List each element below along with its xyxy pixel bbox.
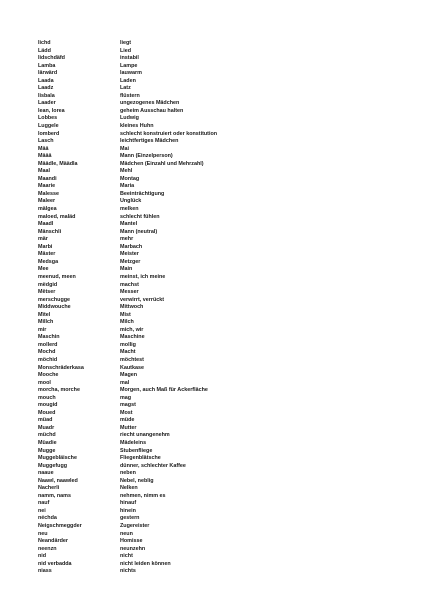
german-translation: Metzger	[120, 258, 141, 265]
german-translation: kleines Huhn	[120, 123, 154, 130]
dialect-term: Laader	[38, 100, 56, 107]
german-translation: neun	[120, 530, 133, 537]
dialect-term: nauf	[38, 500, 50, 507]
dialect-term: Neandärder	[38, 538, 68, 545]
table-row	[38, 546, 398, 554]
glossary-table	[38, 40, 398, 576]
dialect-term: Maandi	[38, 175, 57, 182]
dialect-term: Muggebläische	[38, 455, 77, 462]
table-row	[38, 372, 398, 380]
table-row	[38, 115, 398, 123]
table-row	[38, 561, 398, 569]
dialect-term: niass	[38, 568, 52, 575]
german-translation: Mantel	[120, 221, 138, 228]
german-translation: Meister	[120, 251, 139, 258]
german-translation: mag	[120, 394, 132, 401]
german-translation: Homisse	[120, 538, 143, 545]
dialect-term: neenzn	[38, 545, 57, 552]
german-translation: Mädchen (Einzahl und Mehrzahl)	[120, 160, 204, 167]
dialect-term: merschugge	[38, 296, 71, 303]
dialect-term: Määä	[38, 153, 52, 160]
dialect-term: Maarie	[38, 183, 56, 190]
dialect-term: lean, lorea	[38, 107, 65, 114]
table-row	[38, 168, 398, 176]
german-translation: nicht	[120, 553, 133, 560]
german-translation: Maria	[120, 183, 135, 190]
dialect-term: neu	[38, 530, 48, 537]
table-row	[38, 206, 398, 214]
table-row	[38, 349, 398, 357]
dialect-term: Mäster	[38, 251, 56, 258]
german-translation: Unglück	[120, 198, 142, 205]
table-row	[38, 402, 398, 410]
dialect-term: namm, nams	[38, 492, 71, 499]
table-row	[38, 304, 398, 312]
dialect-term: lichd	[38, 40, 51, 46]
dialect-term: Mïtel	[38, 311, 51, 318]
table-row	[38, 478, 398, 486]
german-translation: mich, wir	[120, 326, 144, 333]
table-row	[38, 63, 398, 71]
table-row	[38, 387, 398, 395]
dialect-term: Nacherli	[38, 485, 60, 492]
dialect-term: möchid	[38, 356, 58, 363]
german-translation: machst	[120, 281, 139, 288]
dialect-term: Määdle, Määdla	[38, 160, 78, 167]
dialect-term: néchda	[38, 515, 57, 522]
german-translation: nehmen, nimm es	[120, 492, 166, 499]
dialect-term: Lamba	[38, 62, 56, 69]
table-row	[38, 508, 398, 516]
dialect-term: Laada	[38, 77, 54, 84]
german-translation: gestern	[120, 515, 140, 522]
dialect-term: Luggele	[38, 123, 59, 130]
table-row	[38, 78, 398, 86]
table-row	[38, 138, 398, 146]
table-row	[38, 55, 398, 63]
dialect-term: Medsga	[38, 258, 59, 265]
dialect-term: Maadl	[38, 221, 54, 228]
german-translation: verwirrt, verrückt	[120, 296, 165, 303]
dialect-term: Lasch	[38, 138, 54, 145]
table-row	[38, 131, 398, 139]
table-row	[38, 455, 398, 463]
german-translation: Mutter	[120, 424, 137, 431]
german-translation: möchtest	[120, 356, 144, 363]
table-row	[38, 259, 398, 267]
german-translation: Montag	[120, 175, 140, 182]
dialect-term: Lädd	[38, 47, 51, 54]
table-row	[38, 485, 398, 493]
german-translation: meinst, ich meine	[120, 273, 166, 280]
german-translation: Nebel, neblig	[120, 477, 154, 484]
german-translation: Kautkase	[120, 364, 144, 371]
table-row	[38, 153, 398, 161]
dialect-term: maloed, maläd	[38, 213, 76, 220]
table-row	[38, 274, 398, 282]
table-row	[38, 93, 398, 101]
german-translation: Ludwig	[120, 115, 139, 122]
german-translation: Mann (neutral)	[120, 228, 158, 235]
table-row	[38, 327, 398, 335]
dialect-term: Marbi	[38, 243, 53, 250]
table-row	[38, 161, 398, 169]
german-translation: magst	[120, 402, 136, 409]
german-translation: Mann (Einzelperson)	[120, 153, 173, 160]
table-row	[38, 221, 398, 229]
table-row	[38, 357, 398, 365]
german-translation: neben	[120, 470, 136, 477]
german-translation: Stubenfliege	[120, 447, 153, 454]
german-translation: flüstern	[120, 92, 140, 99]
table-row	[38, 538, 398, 546]
dialect-term: Malesse	[38, 190, 59, 197]
german-translation: nicht leiden können	[120, 560, 171, 567]
table-row	[38, 266, 398, 274]
table-row	[38, 417, 398, 425]
dialect-term: mir	[38, 326, 47, 333]
dialect-term: Müadie	[38, 439, 57, 446]
table-row	[38, 365, 398, 373]
dialect-term: müchd	[38, 432, 56, 439]
table-row	[38, 515, 398, 523]
dialect-term: Maschin	[38, 334, 60, 341]
german-translation: neunzehn	[120, 545, 146, 552]
dialect-term: lidschdäfd	[38, 55, 65, 62]
dialect-term: nid	[38, 553, 47, 560]
dialect-term: naaue	[38, 470, 54, 477]
table-row	[38, 440, 398, 448]
dialect-term: mouch	[38, 394, 56, 401]
dialect-term: Middwouche	[38, 304, 71, 311]
german-translation: schlecht konstruiert oder konstitution	[120, 130, 218, 137]
table-row	[38, 432, 398, 440]
dialect-term: morcha, morche	[38, 387, 80, 394]
german-translation: Mehl	[120, 168, 133, 175]
german-translation: Marbach	[120, 243, 143, 250]
german-translation: melken	[120, 206, 139, 213]
german-translation: instabil	[120, 55, 139, 62]
german-translation: dünner, schlechter Kaffee	[120, 462, 186, 469]
table-row	[38, 183, 398, 191]
dialect-term: Mugge	[38, 447, 56, 454]
german-translation: Mittwoch	[120, 304, 144, 311]
table-row	[38, 40, 398, 48]
dialect-term: Monschräderkasa	[38, 364, 84, 371]
dialect-term: lomberd	[38, 130, 60, 137]
table-row	[38, 48, 398, 56]
table-row	[38, 191, 398, 199]
german-translation: Mist	[120, 311, 131, 318]
dialect-term: lisbala	[38, 92, 55, 99]
table-row	[38, 108, 398, 116]
dialect-term: Mëtser	[38, 289, 56, 296]
dialect-term: mollerd	[38, 341, 58, 348]
german-translation: schlecht fühlen	[120, 213, 160, 220]
table-row	[38, 470, 398, 478]
dialect-term: lärwärd	[38, 70, 58, 77]
german-translation: Maschine	[120, 334, 145, 341]
german-translation: ungezogenes Mädchen	[120, 100, 180, 107]
table-row	[38, 289, 398, 297]
table-row	[38, 334, 398, 342]
german-translation: Morgen, auch Maß für Ackerfläche	[120, 387, 208, 394]
german-translation: Magen	[120, 372, 138, 379]
dialect-term: Moued	[38, 409, 56, 416]
german-translation: Macht	[120, 349, 136, 356]
dialect-term: Muadr	[38, 424, 55, 431]
dialect-term: müad	[38, 417, 53, 424]
german-translation: Most	[120, 409, 133, 416]
dialect-term: Mochd	[38, 349, 56, 356]
dialect-term: Mee	[38, 266, 49, 273]
german-translation: mollig	[120, 341, 136, 348]
german-translation: Mädeleins	[120, 439, 147, 446]
german-translation: nichts	[120, 568, 136, 575]
table-row	[38, 312, 398, 320]
table-row	[38, 568, 398, 576]
dialect-term: Mää	[38, 145, 49, 152]
table-row	[38, 500, 398, 508]
table-row	[38, 123, 398, 131]
table-row	[38, 342, 398, 350]
table-row	[38, 448, 398, 456]
german-translation: mehr	[120, 236, 134, 243]
table-row	[38, 297, 398, 305]
german-translation: mal	[120, 379, 130, 386]
dialect-term: Muggefugg	[38, 462, 68, 469]
german-translation: riecht unangenehm	[120, 432, 170, 439]
table-row	[38, 410, 398, 418]
table-row	[38, 425, 398, 433]
german-translation: Zugereister	[120, 523, 150, 529]
dialect-term: mool	[38, 379, 51, 386]
dialect-term: nei	[38, 507, 46, 514]
german-translation: Lied	[120, 47, 132, 54]
table-row	[38, 100, 398, 108]
german-translation: Fliegenblätsche	[120, 455, 161, 462]
dialect-term: Lobbes	[38, 115, 58, 122]
table-row	[38, 463, 398, 471]
dialect-term: Millch	[38, 319, 54, 326]
german-translation: Milch	[120, 319, 134, 326]
german-translation: Main	[120, 266, 133, 273]
table-row	[38, 70, 398, 78]
dialect-term: nid verbadda	[38, 560, 72, 567]
dialect-term: mëdgid	[38, 281, 58, 288]
german-translation: hinein	[120, 507, 136, 514]
german-translation: hinauf	[120, 500, 137, 507]
german-translation: Messer	[120, 289, 139, 296]
dialect-term: Laadz	[38, 85, 54, 92]
dialect-term: Mooche	[38, 372, 59, 379]
german-translation: Laden	[120, 77, 136, 84]
german-translation: Lampe	[120, 62, 138, 69]
table-row	[38, 531, 398, 539]
table-row	[38, 244, 398, 252]
german-translation: Beeinträchtigung	[120, 190, 165, 197]
german-translation: geheim Ausschau halten	[120, 107, 184, 114]
table-row	[38, 85, 398, 93]
german-translation: Latz	[120, 85, 131, 92]
table-row	[38, 229, 398, 237]
table-row	[38, 176, 398, 184]
table-row	[38, 523, 398, 531]
dialect-term: Naawl, naawled	[38, 477, 78, 484]
table-row	[38, 198, 398, 206]
table-row	[38, 146, 398, 154]
dialect-term: Maal	[38, 168, 50, 175]
table-row	[38, 395, 398, 403]
german-translation: müde	[120, 417, 135, 424]
dialect-term: mälgea	[38, 206, 57, 213]
table-row	[38, 319, 398, 327]
dialect-term: Mänschli	[38, 228, 62, 235]
dialect-term: Neigschmeggder	[38, 523, 82, 529]
table-row	[38, 236, 398, 244]
table-row	[38, 282, 398, 290]
table-row	[38, 214, 398, 222]
german-translation: liegt	[120, 40, 132, 46]
german-translation: Mai	[120, 145, 129, 152]
table-row	[38, 380, 398, 388]
table-row	[38, 553, 398, 561]
dialect-term: meenud, meen	[38, 273, 76, 280]
dialect-term: mougid	[38, 402, 58, 409]
german-translation: leichtfertiges Mädchen	[120, 138, 179, 145]
german-translation: Nelken	[120, 485, 138, 492]
dialect-term: Maleer	[38, 198, 56, 205]
german-translation: lauwarm	[120, 70, 142, 77]
table-row	[38, 251, 398, 259]
dialect-term: mär	[38, 236, 48, 243]
table-row	[38, 493, 398, 501]
